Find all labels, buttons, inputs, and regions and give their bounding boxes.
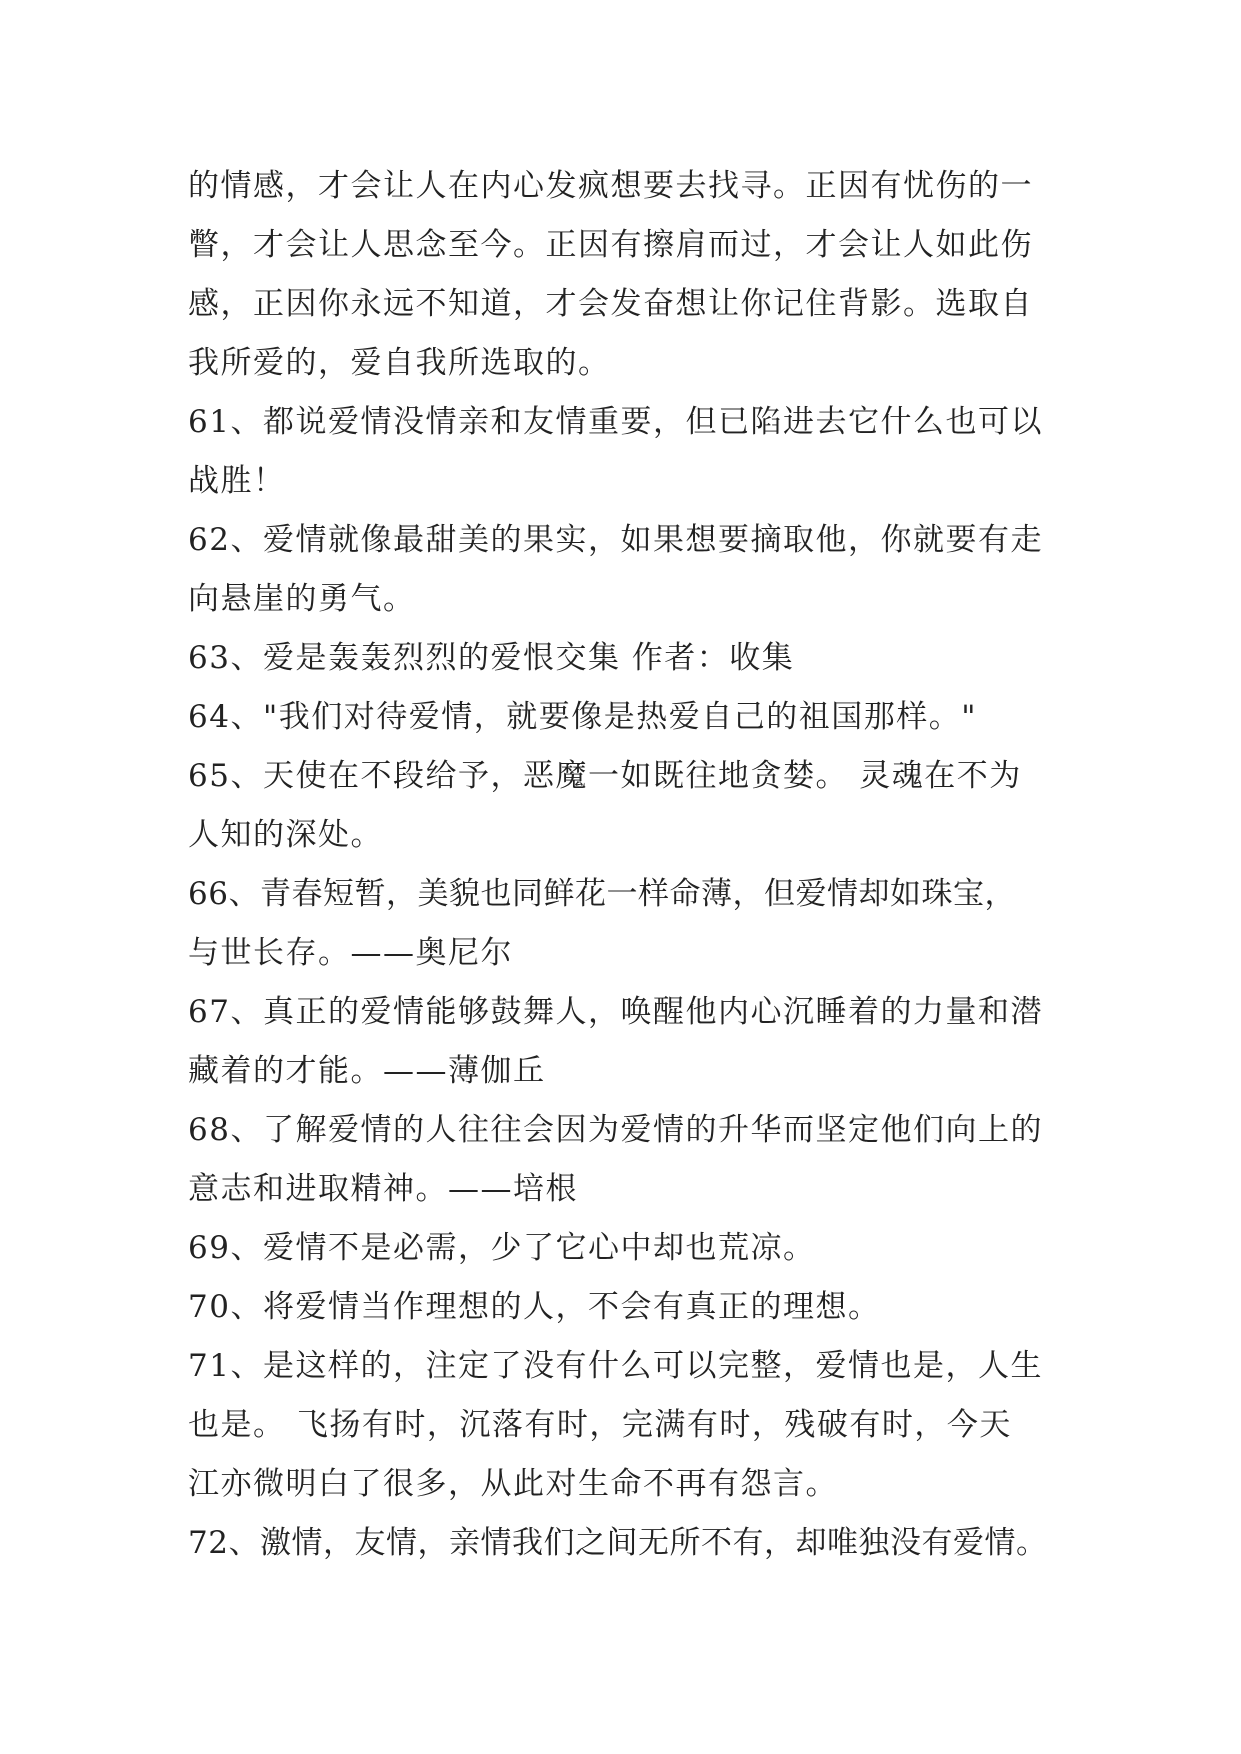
text-line: 我所爱的，爱自我所选取的。 — [188, 345, 611, 381]
text-line: 向悬崖的勇气。 — [188, 581, 416, 617]
text-line: 的情感，才会让人在内心发疯想要去找寻。正因有忧伤的一 — [188, 168, 1033, 204]
quote-67: 67、真正的爱情能够鼓舞人，唤醒他内心沉睡着的力量和潜 — [188, 994, 1043, 1030]
quote-70: 70、将爱情当作理想的人，不会有真正的理想。 — [188, 1289, 881, 1325]
text-line: 战胜！ — [188, 463, 286, 499]
quote-65: 65、天使在不段给予，恶魔一如既往地贪婪。 灵魂在不为 — [188, 758, 1022, 794]
text-line: 与世长存。——奥尼尔 — [188, 935, 513, 971]
quote-63: 63、爱是轰轰烈烈的爱恨交集 作者：收集 — [188, 640, 795, 676]
text-line: 意志和进取精神。——培根 — [188, 1171, 578, 1207]
text-line: 藏着的才能。——薄伽丘 — [188, 1053, 546, 1089]
text-line: 感，正因你永远不知道，才会发奋想让你记住背影。选取自 — [188, 286, 1033, 322]
text-line: 也是。 飞扬有时，沉落有时，完满有时，残破有时，今天 — [188, 1407, 1012, 1443]
quote-72: 72、激情，友情，亲情我们之间无所不有，却唯独没有爱情。 — [188, 1525, 1048, 1561]
quote-64: 64、"我们对待爱情，就要像是热爱自己的祖国那样。" — [188, 699, 977, 735]
text-line: 江亦微明白了很多，从此对生命不再有怨言。 — [188, 1466, 838, 1502]
text-line: 瞥，才会让人思念至今。正因有擦肩而过，才会让人如此伤 — [188, 227, 1033, 263]
quote-62: 62、爱情就像最甜美的果实，如果想要摘取他，你就要有走 — [188, 522, 1043, 558]
quote-68: 68、了解爱情的人往往会因为爱情的升华而坚定他们向上的 — [188, 1112, 1043, 1148]
quote-61: 61、都说爱情没情亲和友情重要，但已陷进去它什么也可以 — [188, 404, 1043, 440]
quote-69: 69、爱情不是必需，少了它心中却也荒凉。 — [188, 1230, 816, 1266]
quote-71: 71、是这样的，注定了没有什么可以完整，爱情也是，人生 — [188, 1348, 1043, 1384]
quote-66: 66、青春短暂，美貌也同鲜花一样命薄，但爱情却如珠宝， — [188, 876, 1016, 912]
text-line: 人知的深处。 — [188, 817, 383, 853]
document-body — [188, 157, 1063, 1573]
